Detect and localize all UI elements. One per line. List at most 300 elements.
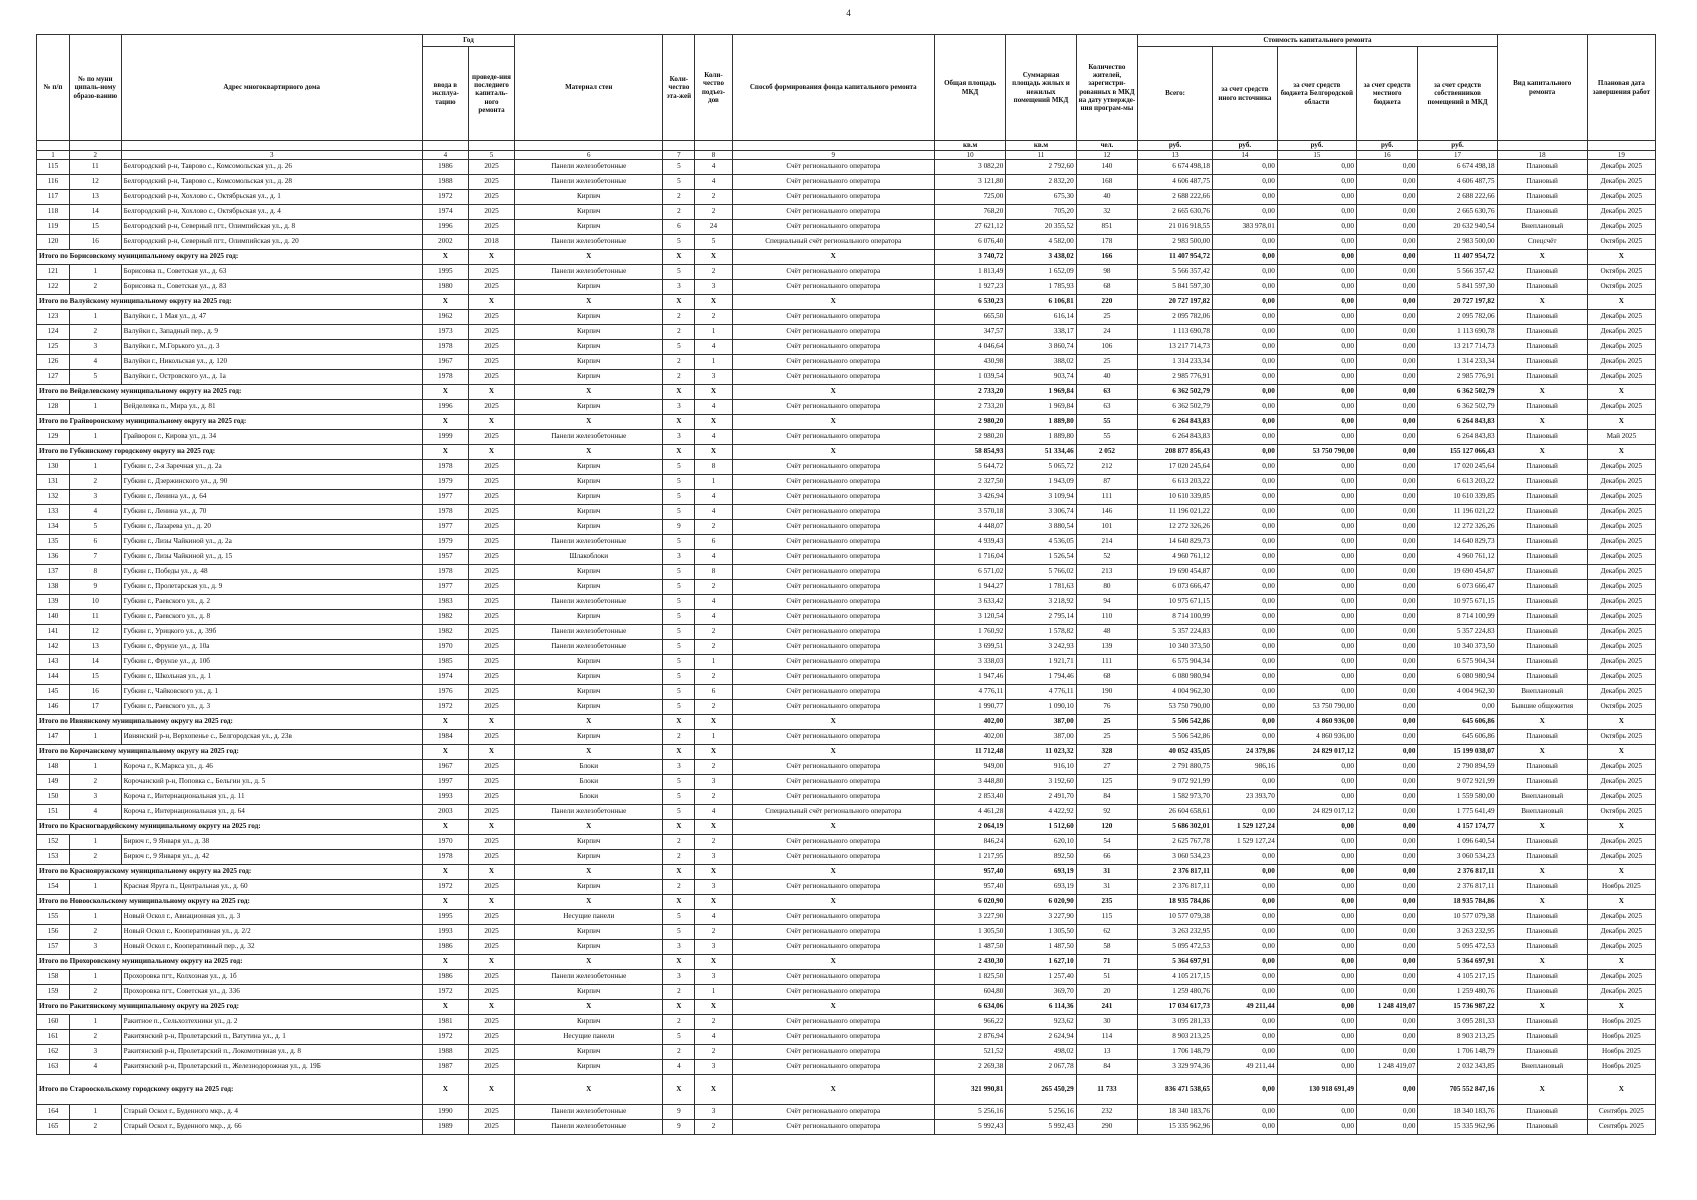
cell-cost-owners: 3 095 281,33 <box>1418 1015 1497 1030</box>
subtotal-planned-date: X <box>1587 820 1655 835</box>
cell-residents: 214 <box>1076 535 1138 550</box>
cell-address: Губкин г., Раевского ул., д. 2 <box>121 595 422 610</box>
cell-residents: 51 <box>1076 970 1138 985</box>
subtotal-cost-other-source: 0,00 <box>1212 715 1277 730</box>
cell-cost-total: 8 903 213,25 <box>1138 1030 1213 1045</box>
table-row <box>37 880 1656 895</box>
cell-cost-total: 1 113 690,78 <box>1138 325 1213 340</box>
subtotal-repair-type: X <box>1497 385 1587 400</box>
subtotal-premises-area: 1 627,10 <box>1006 955 1076 970</box>
subtotal-repair-type: X <box>1497 295 1587 310</box>
cell-residents: 98 <box>1076 265 1138 280</box>
subtotal-title: Итого по Красногвардейскому муниципальному округу на 2025 год: <box>37 820 423 835</box>
cell-row-number: 135 <box>37 535 70 550</box>
cell-municipal-number: 2 <box>69 925 121 940</box>
cell-floors: 5 <box>663 910 695 925</box>
subtotal-floors: X <box>663 1075 695 1105</box>
cell-total-area: 430,98 <box>934 355 1005 370</box>
cell-municipal-number: 3 <box>69 490 121 505</box>
subtotal-wall-material: X <box>515 415 663 430</box>
subtotal-wall-material: X <box>515 1075 663 1105</box>
cell-wall-material: Кирпич <box>515 205 663 220</box>
subtotal-cost-total: 836 471 538,65 <box>1138 1075 1213 1105</box>
cell-cost-regional-budget: 0,00 <box>1277 265 1356 280</box>
subtotal-title: Итого по Старооскольскому городскому округу на 2025 год: <box>37 1075 423 1105</box>
cell-wall-material: Кирпич <box>515 940 663 955</box>
subtotal-wall-material: X <box>515 295 663 310</box>
subtotal-entrances: X <box>695 895 732 910</box>
subtotal-commissioning-year: X <box>422 250 468 265</box>
cell-repair-type: Плановый <box>1497 940 1587 955</box>
cell-planned-date: Декабрь 2025 <box>1587 580 1655 595</box>
column-number: 2 <box>69 151 121 160</box>
cell-wall-material: Блоки <box>515 790 663 805</box>
subtotal-cost-total: 40 052 435,05 <box>1138 745 1213 760</box>
cell-fund-method: Специальный счёт регионального оператора <box>732 235 934 250</box>
subtotal-planned-date: X <box>1587 385 1655 400</box>
subtotal-last-repair-year: X <box>468 715 514 730</box>
cell-floors: 3 <box>663 940 695 955</box>
subtotal-fund-method: X <box>732 745 934 760</box>
cell-wall-material: Кирпич <box>515 505 663 520</box>
subtotal-last-repair-year: X <box>468 445 514 460</box>
cell-row-number: 117 <box>37 190 70 205</box>
cell-premises-area: 4 582,00 <box>1006 235 1076 250</box>
cell-floors: 2 <box>663 370 695 385</box>
cell-municipal-number: 14 <box>69 655 121 670</box>
cell-cost-local-budget: 0,00 <box>1356 760 1418 775</box>
table-header <box>37 35 1656 160</box>
cell-wall-material: Панели железобетонные <box>515 970 663 985</box>
cell-cost-local-budget: 0,00 <box>1356 700 1418 715</box>
header-premises-area: Суммарная площадь жилых и нежилых помещений МКД <box>1006 35 1076 141</box>
cell-cost-owners: 4 606 487,75 <box>1418 175 1497 190</box>
subtotal-entrances: X <box>695 865 732 880</box>
cell-cost-total: 12 272 326,26 <box>1138 520 1213 535</box>
cell-cost-other-source: 0,00 <box>1212 730 1277 745</box>
subtotal-fund-method: X <box>732 1000 934 1015</box>
cell-address: Губкин г., Чайковского ул., д. 1 <box>121 685 422 700</box>
cell-planned-date: Ноябрь 2025 <box>1587 1045 1655 1060</box>
cell-floors: 5 <box>663 460 695 475</box>
cell-repair-type: Плановый <box>1497 370 1587 385</box>
cell-entrances: 2 <box>695 580 732 595</box>
cell-repair-type: Плановый <box>1497 640 1587 655</box>
cell-address: Борисовка п., Советская ул., д. 83 <box>121 280 422 295</box>
cell-cost-other-source: 0,00 <box>1212 595 1277 610</box>
cell-cost-other-source: 1 529 127,24 <box>1212 835 1277 850</box>
subtotal-cost-regional-budget: 24 829 017,12 <box>1277 745 1356 760</box>
subtotal-cost-local-budget: 0,00 <box>1356 415 1418 430</box>
subtotal-repair-type: X <box>1497 955 1587 970</box>
cell-row-number: 138 <box>37 580 70 595</box>
cell-premises-area: 2 067,78 <box>1006 1060 1076 1075</box>
cell-address: Валуйки г., 1 Мая ул., д. 47 <box>121 310 422 325</box>
subtotal-last-repair-year: X <box>468 385 514 400</box>
cell-municipal-number: 1 <box>69 400 121 415</box>
cell-total-area: 604,80 <box>934 985 1005 1000</box>
subtotal-last-repair-year: X <box>468 865 514 880</box>
subtotal-row <box>37 415 1656 430</box>
cell-entrances: 3 <box>695 850 732 865</box>
subtotal-cost-regional-budget: 130 918 691,49 <box>1277 1075 1356 1105</box>
cell-fund-method: Счёт регионального оператора <box>732 1120 934 1135</box>
cell-total-area: 2 853,40 <box>934 790 1005 805</box>
cell-cost-other-source: 0,00 <box>1212 1105 1277 1120</box>
cell-residents: 66 <box>1076 850 1138 865</box>
subtotal-cost-owners: 645 606,86 <box>1418 715 1497 730</box>
cell-entrances: 3 <box>695 775 732 790</box>
cell-wall-material: Кирпич <box>515 1060 663 1075</box>
cell-cost-local-budget: 0,00 <box>1356 340 1418 355</box>
subtotal-cost-owners: 5 364 697,91 <box>1418 955 1497 970</box>
cell-cost-other-source: 0,00 <box>1212 685 1277 700</box>
cell-municipal-number: 6 <box>69 535 121 550</box>
cell-commissioning-year: 1986 <box>422 940 468 955</box>
cell-residents: 40 <box>1076 370 1138 385</box>
subtotal-commissioning-year: X <box>422 955 468 970</box>
subtotal-cost-regional-budget: 0,00 <box>1277 1000 1356 1015</box>
cell-fund-method: Счёт регионального оператора <box>732 1015 934 1030</box>
cell-wall-material: Кирпич <box>515 730 663 745</box>
cell-row-number: 133 <box>37 505 70 520</box>
cell-commissioning-year: 1995 <box>422 265 468 280</box>
cell-commissioning-year: 1982 <box>422 625 468 640</box>
cell-premises-area: 2 792,60 <box>1006 160 1076 175</box>
cell-total-area: 521,52 <box>934 1045 1005 1060</box>
subtotal-fund-method: X <box>732 865 934 880</box>
table-row <box>37 925 1656 940</box>
subtotal-commissioning-year: X <box>422 1075 468 1105</box>
cell-planned-date: Декабрь 2025 <box>1587 640 1655 655</box>
subtotal-cost-total: 6 264 843,83 <box>1138 415 1213 430</box>
cell-wall-material: Кирпич <box>515 520 663 535</box>
subtotal-floors: X <box>663 250 695 265</box>
subtotal-last-repair-year: X <box>468 415 514 430</box>
cell-address: Губкин г., Раевского ул., д. 8 <box>121 610 422 625</box>
cell-fund-method: Счёт регионального оператора <box>732 730 934 745</box>
cell-row-number: 137 <box>37 565 70 580</box>
cell-address: Ракитное п., Сельхозтехники ул., д. 2 <box>121 1015 422 1030</box>
cell-row-number: 164 <box>37 1105 70 1120</box>
cell-last-repair-year: 2025 <box>468 880 514 895</box>
cell-cost-regional-budget: 24 829 017,12 <box>1277 805 1356 820</box>
cell-cost-local-budget: 0,00 <box>1356 670 1418 685</box>
unit-label: кв.м <box>1006 141 1076 151</box>
subtotal-cost-local-budget: 0,00 <box>1356 955 1418 970</box>
cell-municipal-number: 1 <box>69 1015 121 1030</box>
subtotal-repair-type: X <box>1497 415 1587 430</box>
table-row <box>37 760 1656 775</box>
cell-planned-date: Октябрь 2025 <box>1587 805 1655 820</box>
subtotal-planned-date: X <box>1587 1075 1655 1105</box>
cell-row-number: 126 <box>37 355 70 370</box>
cell-cost-total: 2 376 817,11 <box>1138 880 1213 895</box>
cell-row-number: 140 <box>37 610 70 625</box>
cell-row-number: 120 <box>37 235 70 250</box>
cell-premises-area: 5 256,16 <box>1006 1105 1076 1120</box>
subtotal-cost-other-source: 0,00 <box>1212 415 1277 430</box>
cell-last-repair-year: 2025 <box>468 790 514 805</box>
cell-municipal-number: 2 <box>69 1120 121 1135</box>
cell-premises-area: 3 109,94 <box>1006 490 1076 505</box>
subtotal-entrances: X <box>695 1075 732 1105</box>
cell-cost-owners: 15 335 962,96 <box>1418 1120 1497 1135</box>
cell-wall-material: Кирпич <box>515 670 663 685</box>
cell-fund-method: Счёт регионального оператора <box>732 325 934 340</box>
cell-residents: 232 <box>1076 1105 1138 1120</box>
cell-planned-date: Декабрь 2025 <box>1587 520 1655 535</box>
table-row <box>37 535 1656 550</box>
cell-cost-local-budget: 0,00 <box>1356 490 1418 505</box>
cell-fund-method: Счёт регионального оператора <box>732 970 934 985</box>
cell-floors: 6 <box>663 220 695 235</box>
cell-cost-owners: 6 080 980,94 <box>1418 670 1497 685</box>
cell-planned-date: Декабрь 2025 <box>1587 490 1655 505</box>
subtotal-last-repair-year: X <box>468 955 514 970</box>
cell-cost-regional-budget: 0,00 <box>1277 325 1356 340</box>
cell-row-number: 116 <box>37 175 70 190</box>
cell-repair-type: Внеплановый <box>1497 220 1587 235</box>
cell-cost-owners: 5 357 224,83 <box>1418 625 1497 640</box>
cell-cost-local-budget: 0,00 <box>1356 190 1418 205</box>
subtotal-row <box>37 865 1656 880</box>
cell-last-repair-year: 2025 <box>468 355 514 370</box>
cell-cost-local-budget: 0,00 <box>1356 520 1418 535</box>
cell-commissioning-year: 1993 <box>422 925 468 940</box>
subtotal-premises-area: 1 512,60 <box>1006 820 1076 835</box>
cell-fund-method: Счёт регионального оператора <box>732 550 934 565</box>
subtotal-residents: 31 <box>1076 865 1138 880</box>
cell-fund-method: Счёт регионального оператора <box>732 310 934 325</box>
cell-commissioning-year: 1988 <box>422 1045 468 1060</box>
cell-floors: 5 <box>663 775 695 790</box>
cell-municipal-number: 10 <box>69 595 121 610</box>
table-row <box>37 910 1656 925</box>
cell-premises-area: 693,19 <box>1006 880 1076 895</box>
subtotal-floors: X <box>663 295 695 310</box>
cell-cost-total: 17 020 245,64 <box>1138 460 1213 475</box>
cell-total-area: 3 082,20 <box>934 160 1005 175</box>
cell-repair-type: Плановый <box>1497 490 1587 505</box>
column-number-row <box>37 151 1656 160</box>
cell-planned-date: Декабрь 2025 <box>1587 355 1655 370</box>
table-row <box>37 400 1656 415</box>
cell-cost-other-source: 986,16 <box>1212 760 1277 775</box>
cell-address: Новый Оскол г., Кооперативный пер., д. 32 <box>121 940 422 955</box>
cell-entrances: 3 <box>695 1105 732 1120</box>
cell-wall-material: Кирпич <box>515 490 663 505</box>
cell-entrances: 4 <box>695 175 732 190</box>
cell-planned-date: Декабрь 2025 <box>1587 310 1655 325</box>
table-row <box>37 1060 1656 1075</box>
cell-address: Губкин г., 2-я Заречная ул., д. 2а <box>121 460 422 475</box>
subtotal-wall-material: X <box>515 820 663 835</box>
cell-cost-local-budget: 0,00 <box>1356 640 1418 655</box>
subtotal-total-area: 957,40 <box>934 865 1005 880</box>
cell-cost-regional-budget: 0,00 <box>1277 310 1356 325</box>
cell-cost-total: 6 080 980,94 <box>1138 670 1213 685</box>
cell-address: Губкин г., Лизы Чайкиной ул., д. 2а <box>121 535 422 550</box>
subtotal-cost-local-budget: 0,00 <box>1356 385 1418 400</box>
cell-cost-total: 1 706 148,79 <box>1138 1045 1213 1060</box>
column-number: 19 <box>1587 151 1655 160</box>
cell-wall-material: Кирпич <box>515 685 663 700</box>
cell-last-repair-year: 2025 <box>468 1045 514 1060</box>
cell-residents: 25 <box>1076 730 1138 745</box>
cell-repair-type: Плановый <box>1497 760 1587 775</box>
cell-last-repair-year: 2018 <box>468 235 514 250</box>
cell-entrances: 3 <box>695 970 732 985</box>
cell-commissioning-year: 2003 <box>422 805 468 820</box>
cell-cost-total: 13 217 714,73 <box>1138 340 1213 355</box>
cell-cost-total: 3 095 281,33 <box>1138 1015 1213 1030</box>
cell-cost-other-source: 0,00 <box>1212 460 1277 475</box>
cell-total-area: 347,57 <box>934 325 1005 340</box>
cell-municipal-number: 5 <box>69 520 121 535</box>
cell-cost-local-budget: 0,00 <box>1356 160 1418 175</box>
cell-floors: 2 <box>663 310 695 325</box>
cell-cost-owners: 13 217 714,73 <box>1418 340 1497 355</box>
cell-last-repair-year: 2025 <box>468 1120 514 1135</box>
cell-entrances: 4 <box>695 1030 732 1045</box>
cell-wall-material: Кирпич <box>515 355 663 370</box>
cell-cost-regional-budget: 0,00 <box>1277 940 1356 955</box>
subtotal-cost-owners: 6 362 502,79 <box>1418 385 1497 400</box>
cell-cost-regional-budget: 0,00 <box>1277 520 1356 535</box>
subtotal-last-repair-year: X <box>468 1075 514 1105</box>
cell-address: Вейделевка п., Мира ул., д. 81 <box>121 400 422 415</box>
cell-cost-owners: 10 975 671,15 <box>1418 595 1497 610</box>
cell-wall-material: Блоки <box>515 760 663 775</box>
cell-total-area: 27 621,12 <box>934 220 1005 235</box>
cell-municipal-number: 1 <box>69 1105 121 1120</box>
subtotal-cost-owners: 4 157 174,77 <box>1418 820 1497 835</box>
cell-cost-other-source: 0,00 <box>1212 850 1277 865</box>
cell-floors: 3 <box>663 280 695 295</box>
subtotal-cost-regional-budget: 0,00 <box>1277 415 1356 430</box>
cell-repair-type: Плановый <box>1497 880 1587 895</box>
subtotal-cost-total: 18 935 784,86 <box>1138 895 1213 910</box>
cell-wall-material: Кирпич <box>515 310 663 325</box>
header-floors: Коли-чество эта-жей <box>663 35 695 141</box>
cell-municipal-number: 3 <box>69 790 121 805</box>
subtotal-commissioning-year: X <box>422 745 468 760</box>
cell-municipal-number: 11 <box>69 160 121 175</box>
cell-residents: 168 <box>1076 175 1138 190</box>
cell-commissioning-year: 1972 <box>422 985 468 1000</box>
subtotal-residents: 71 <box>1076 955 1138 970</box>
cell-total-area: 5 992,43 <box>934 1120 1005 1135</box>
cell-address: Красная Яруга п., Центральная ул., д. 60 <box>121 880 422 895</box>
cell-commissioning-year: 1986 <box>422 970 468 985</box>
cell-floors: 5 <box>663 685 695 700</box>
cell-cost-local-budget: 0,00 <box>1356 325 1418 340</box>
cell-wall-material: Кирпич <box>515 190 663 205</box>
cell-premises-area: 1 305,50 <box>1006 925 1076 940</box>
cell-row-number: 151 <box>37 805 70 820</box>
subtotal-entrances: X <box>695 955 732 970</box>
subtotal-floors: X <box>663 1000 695 1015</box>
cell-entrances: 3 <box>695 1060 732 1075</box>
cell-premises-area: 3 880,54 <box>1006 520 1076 535</box>
cell-residents: 54 <box>1076 835 1138 850</box>
cell-address: Губкин г., Урицкого ул., д. 39б <box>121 625 422 640</box>
cell-row-number: 136 <box>37 550 70 565</box>
cell-entrances: 4 <box>695 160 732 175</box>
subtotal-row <box>37 1075 1656 1105</box>
cell-cost-regional-budget: 0,00 <box>1277 760 1356 775</box>
subtotal-total-area: 6 020,90 <box>934 895 1005 910</box>
column-number: 12 <box>1076 151 1138 160</box>
cell-row-number: 160 <box>37 1015 70 1030</box>
cell-premises-area: 892,50 <box>1006 850 1076 865</box>
cell-fund-method: Счёт регионального оператора <box>732 205 934 220</box>
cell-row-number: 165 <box>37 1120 70 1135</box>
cell-commissioning-year: 1981 <box>422 1015 468 1030</box>
cell-cost-total: 6 362 502,79 <box>1138 400 1213 415</box>
cell-municipal-number: 2 <box>69 985 121 1000</box>
subtotal-cost-regional-budget: 0,00 <box>1277 895 1356 910</box>
cell-last-repair-year: 2025 <box>468 700 514 715</box>
cell-total-area: 1 487,50 <box>934 940 1005 955</box>
cell-premises-area: 705,20 <box>1006 205 1076 220</box>
cell-wall-material: Кирпич <box>515 460 663 475</box>
column-number: 9 <box>732 151 934 160</box>
cell-wall-material: Кирпич <box>515 925 663 940</box>
cell-cost-regional-budget: 0,00 <box>1277 160 1356 175</box>
cell-repair-type: Плановый <box>1497 430 1587 445</box>
header-municipal-number: № по муни ципаль-ному образо-ванию <box>69 35 121 141</box>
cell-address: Белгородский р-н, Таврово с., Комсомольская ул., д. 26 <box>121 160 422 175</box>
table-row <box>37 700 1656 715</box>
cell-planned-date: Декабрь 2025 <box>1587 985 1655 1000</box>
cell-municipal-number: 2 <box>69 775 121 790</box>
cell-total-area: 3 121,80 <box>934 175 1005 190</box>
subtotal-premises-area: 6 106,81 <box>1006 295 1076 310</box>
column-number: 17 <box>1418 151 1497 160</box>
cell-floors: 9 <box>663 1105 695 1120</box>
cell-residents: 125 <box>1076 775 1138 790</box>
cell-floors: 5 <box>663 700 695 715</box>
cell-cost-regional-budget: 0,00 <box>1277 475 1356 490</box>
cell-last-repair-year: 2025 <box>468 910 514 925</box>
table-row <box>37 340 1656 355</box>
subtotal-fund-method: X <box>732 295 934 310</box>
cell-row-number: 153 <box>37 850 70 865</box>
table-row <box>37 835 1656 850</box>
cell-cost-owners: 2 376 817,11 <box>1418 880 1497 895</box>
cell-repair-type: Внеплановый <box>1497 805 1587 820</box>
cell-fund-method: Счёт регионального оператора <box>732 505 934 520</box>
subtotal-floors: X <box>663 820 695 835</box>
cell-cost-owners: 6 674 498,18 <box>1418 160 1497 175</box>
cell-repair-type: Плановый <box>1497 910 1587 925</box>
cell-cost-regional-budget: 0,00 <box>1277 655 1356 670</box>
subtotal-cost-regional-budget: 53 750 790,00 <box>1277 445 1356 460</box>
cell-entrances: 2 <box>695 520 732 535</box>
cell-commissioning-year: 1972 <box>422 880 468 895</box>
cell-row-number: 146 <box>37 700 70 715</box>
cell-wall-material: Кирпич <box>515 370 663 385</box>
cell-residents: 25 <box>1076 355 1138 370</box>
cell-cost-total: 10 577 079,38 <box>1138 910 1213 925</box>
cell-cost-other-source: 0,00 <box>1212 640 1277 655</box>
cell-cost-total: 5 357 224,83 <box>1138 625 1213 640</box>
cell-cost-other-source: 0,00 <box>1212 880 1277 895</box>
cell-cost-owners: 2 790 894,59 <box>1418 760 1497 775</box>
cell-residents: 25 <box>1076 310 1138 325</box>
